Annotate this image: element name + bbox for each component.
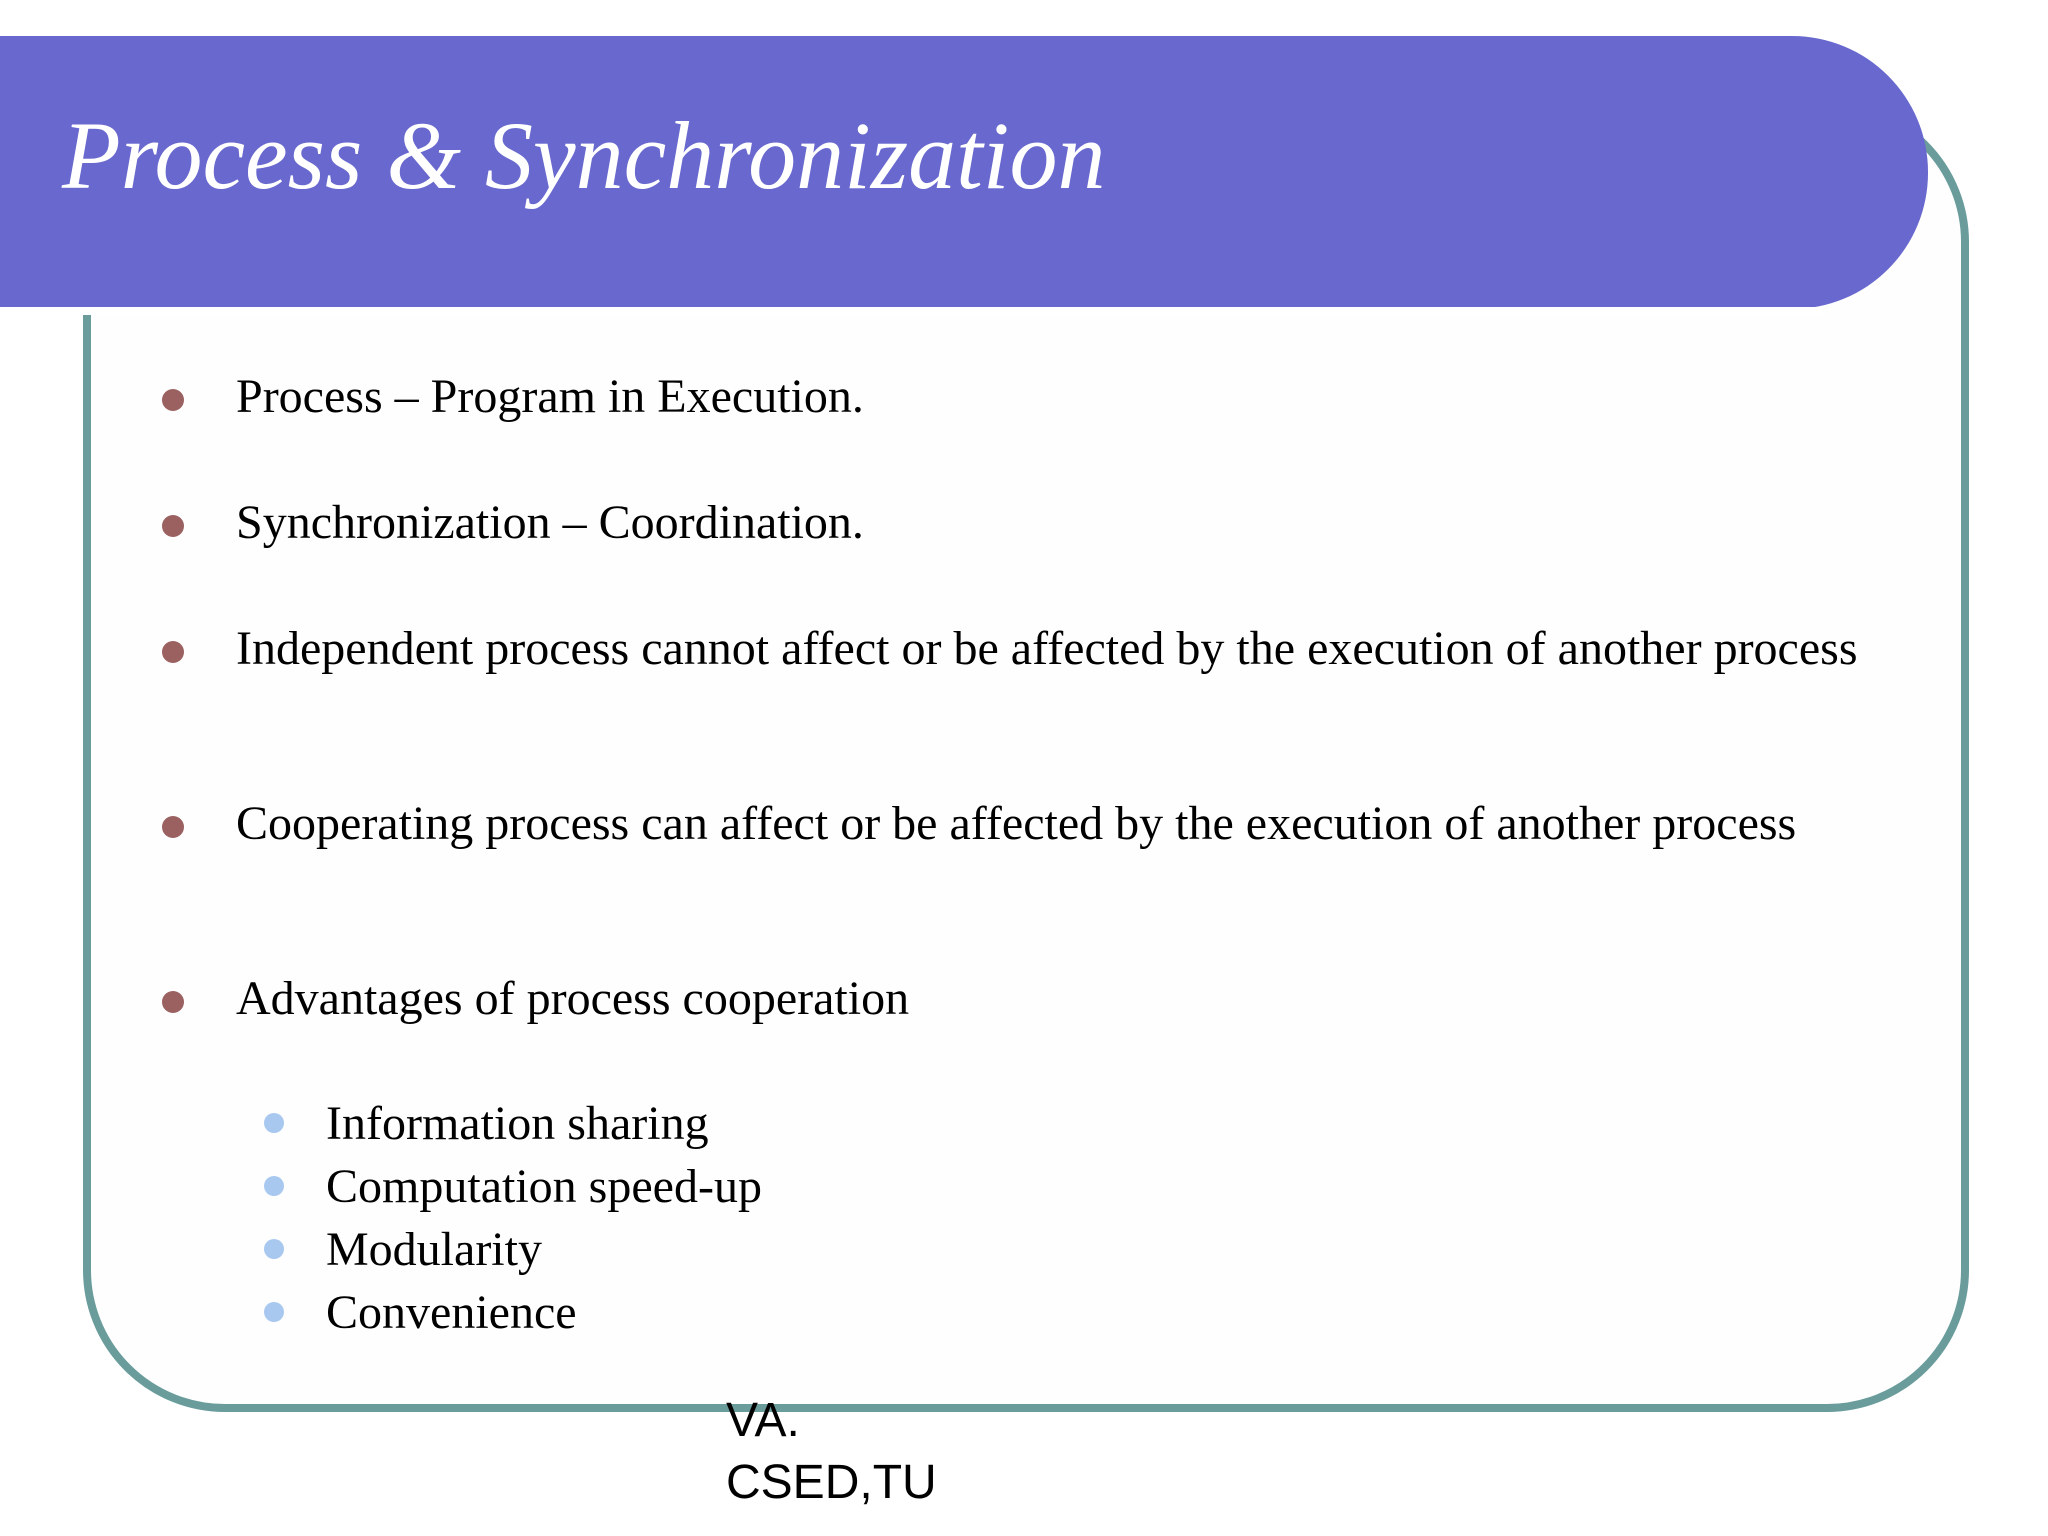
sub-bullet-text: Computation speed-up: [326, 1160, 762, 1213]
footer-line-1: VA.: [726, 1394, 800, 1447]
bullet-dot-icon: [162, 389, 184, 411]
sub-bullet-text: Convenience: [326, 1286, 577, 1339]
bullet-text: Independent process cannot affect or be affected by the execution of another process: [236, 622, 1858, 675]
bullet-item: [236, 372, 1876, 422]
bullet-dot-icon: [162, 816, 184, 838]
title-underline: [0, 307, 1826, 315]
sub-bullet-item: [326, 1222, 542, 1278]
bullet-item: [236, 498, 1876, 548]
sub-bullet-dot-icon: [264, 1176, 284, 1196]
bullet-item: [236, 624, 1876, 674]
bullet-dot-icon: [162, 641, 184, 663]
bullet-text: Process – Program in Execution.: [236, 370, 864, 423]
sub-bullet-dot-icon: [264, 1302, 284, 1322]
bullet-item: [236, 974, 1876, 1024]
sub-bullet-text: Information sharing: [326, 1097, 709, 1150]
sub-bullet-item: [326, 1159, 762, 1215]
sub-bullet-dot-icon: [264, 1113, 284, 1133]
sub-bullet-dot-icon: [264, 1239, 284, 1259]
sub-bullet-item: [326, 1285, 577, 1341]
slide-footer: [726, 1390, 937, 1514]
footer-line-2: CSED,TU: [726, 1456, 937, 1509]
slide-title: Process & Synchronization: [62, 102, 1106, 209]
bullet-item: [236, 799, 1876, 849]
bullet-text: Advantages of process cooperation: [236, 972, 910, 1025]
sub-bullet-text: Modularity: [326, 1223, 542, 1276]
bullet-dot-icon: [162, 991, 184, 1013]
bullet-dot-icon: [162, 515, 184, 537]
bullet-text: Cooperating process can affect or be affected by the execution of another process: [236, 797, 1797, 850]
sub-bullet-item: [326, 1096, 709, 1152]
bullet-text: Synchronization – Coordination.: [236, 496, 864, 549]
